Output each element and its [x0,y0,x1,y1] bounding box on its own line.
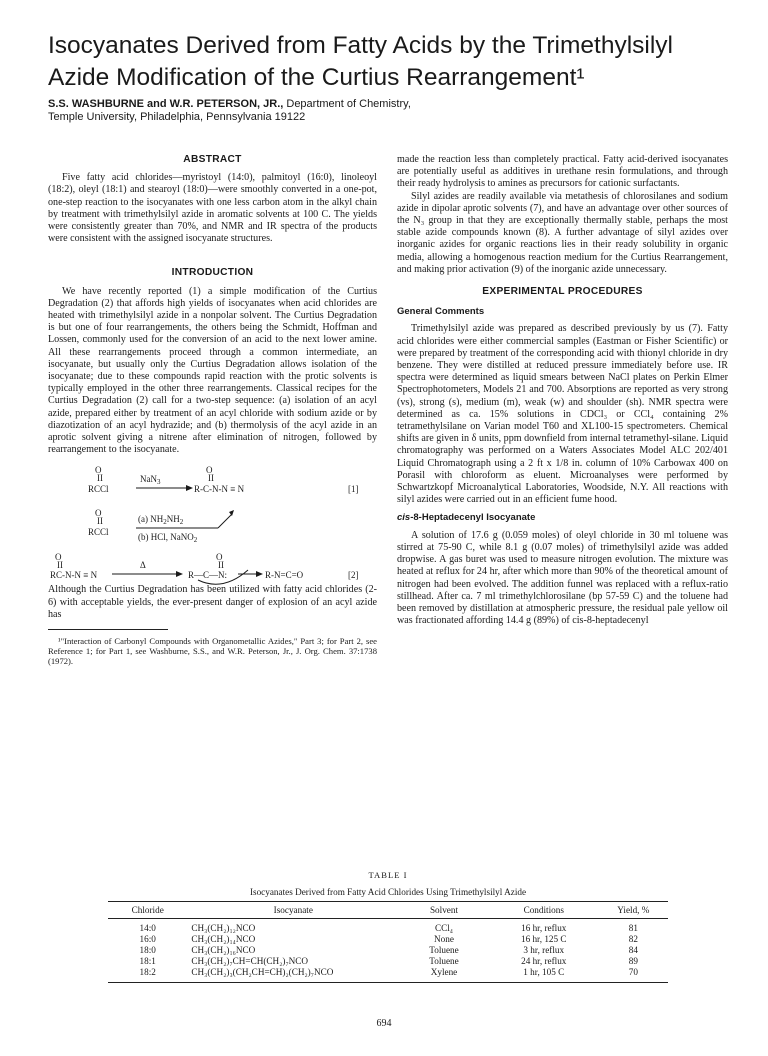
cell-conditions: 1 hr, 105 C [523,967,565,977]
svg-text:II: II [97,516,103,527]
table-label: TABLE I [368,870,408,880]
isocyanate-product-label: R-N=C=O [265,570,304,581]
table-row [108,956,668,967]
affiliation-line2: Temple University, Philadelphia, Pennsylvania 19122 [48,111,306,123]
author-block [48,98,728,124]
step-a-label: (a) $NH_2NH_2$ [138,514,184,527]
svg-text:O: O [95,508,102,519]
header-chloride: Chloride [108,902,187,919]
cell-isocyanate: CH₃(CH₂)₁₄NCO [191,934,256,944]
svg-text:II: II [208,473,214,484]
cell-isocyanate: CH₃(CH₂)₁₆NCO [191,945,256,955]
rccl-label-2: RCCl [88,527,109,538]
left-column [48,154,377,666]
equation-2-number: [2] [348,570,359,581]
reagent-nan3: NaN$_3$ [140,474,161,487]
table-row [108,967,668,983]
svg-text:II: II [218,560,224,571]
cell-chloride: 18:1 [139,956,156,966]
cis-heptadecenyl-heading [397,512,728,524]
cell-yield: 82 [628,934,638,944]
header-isocyanate: Isocyanate [187,902,399,919]
eq2-start-label: RC-N-N ≡ N [50,570,98,581]
author-names: S.S. WASHBURNE and W.R. PETERSON, JR., [48,98,284,110]
scheme-drawing [48,464,377,586]
table-header-row [108,902,668,919]
svg-text:O: O [95,465,102,476]
nitrene-label: R—C—N: [188,570,228,581]
cell-solvent: Toluene [429,956,459,966]
cis-heptadecenyl-text: A solution of 17.6 g (0.059 moles) of oleyl chloride in 30 ml toluene was stirred at 75-90 C, while 8.1 g (0.07 moles) of trimethylsilyl azide was added dropwise. A gas buret was used to measure nitrogen evolution. The mixture was heated at reflux for 24 hr, after which more than 90% of the theoretical amount of nitrogen had been evolved. The addition funnel was replaced with a reflux-ratio stillhead. After ca. 7 ml trimethylchlorosilane (bp 57-59 C) and the toluene had been removed by distillation at atmospheric pressure, the residual pale yellow oil was fractionated affording 14.4 g (89%) of cis-8-heptadecenyl [397,529,728,627]
table-1 [48,870,728,983]
cell-yield: 70 [628,967,638,977]
cell-solvent: None [434,934,454,944]
cell-solvent: Toluene [429,945,459,955]
right-column [397,154,728,627]
cell-conditions: 16 hr, 125 C [520,934,567,944]
header-conditions: Conditions [489,902,599,919]
header-solvent: Solvent [399,902,489,919]
cell-chloride: 16:0 [139,934,156,944]
cell-solvent: Xylene [430,967,458,977]
abstract-heading: ABSTRACT [183,154,242,165]
cell-chloride: 18:0 [139,945,156,955]
step-b-label: (b) HCl, NaNO$_2$ [138,532,198,545]
introduction-heading: INTRODUCTION [171,267,254,279]
table-row [108,945,668,956]
cell-solvent: CCl₄ [434,923,453,933]
intro-paragraph-2: Although the Curtius Degradation has been utilized with fatty acid chlorides (2-6) with acceptable yields, the ever-present danger of explosion of an acyl azide has [48,584,377,620]
cell-conditions: 24 hr, reflux [521,956,567,966]
reaction-scheme [48,456,377,581]
affiliation-line1: Department of Chemistry, [283,98,411,110]
svg-text:II: II [57,560,63,571]
general-comments-heading: General Comments [397,306,485,318]
delta-label: Δ [140,560,146,571]
cis-heading-italic: cis [397,512,411,524]
svg-text:O: O [55,552,62,563]
table-caption: Isocyanates Derived from Fatty Acid Chlorides Using Trimethylsilyl Azide [249,887,527,897]
right-paragraph-2: Silyl azides are readily available via metathesis of chlorosilanes and sodium azide in dipolar aprotic solvents (7), and have an advantage over other sources of the N₃ group in that they are exceptionally thermally stable, perhaps the most stable azide compounds known (8). A further advantage of silyl azides over inorganic azides for organic reactions lies in their ready solubility in organic media, allowing a homogenous reaction medium for the Curtius Rearrangement, and making prior activation (9) of the inorganic azide unnecessary. [397,190,728,275]
cell-chloride: 14:0 [139,923,156,933]
cell-chloride: 18:2 [139,967,156,977]
rccl-label-1: RCCl [88,484,109,495]
cell-conditions: 3 hr, reflux [523,945,565,955]
svg-text:II: II [97,473,103,484]
abstract-text: Five fatty acid chlorides—myristoyl (14:0), palmitoyl (16:0), linoleoyl (18:2), oleyl (18:1) and stearoyl (18:0)—were smoothly converted in a one-pot, one-step reaction to the isocyanates with one less carbon atom in the alkyl chain by treatment with trimethylsilyl azide in aromatic solvents at 100 C. The yields were consistently greater than 70%, and NMR and IR spectra of the products were consistent with the assigned isocyanate structures. [48,172,377,245]
cis-heading-rest: -8-Heptadecenyl Isocyanate [410,512,536,524]
footnote-rule [48,629,168,630]
isocyanate-table [108,901,668,983]
right-paragraph-1: made the reaction less than completely practical. Fatty acid-derived isocyanates are potentially useful as additives in urethane resin formulations, and through their ready hydrolysis to amines as precursors for cationic surfactants. [397,154,728,190]
cell-isocyanate: CH₃(CH₂)₇CH=CH(CH₂)₇NCO [191,956,309,966]
general-comments-text: Trimethylsilyl azide was prepared as described previously by us (7). Fatty acid chlorides were either commercial samples (Eastman or Fisher Scientific) or were prepared by treatment of the corresponding acid with thionyl chloride in dry benzene. They were distilled at reduced pressure immediately before use. IR spectra were determined as liquid smears between NaCl plates on Perkin Elmer Spectrophotometers, Models 21 and 700. Absorptions are reported as very strong (vs), strong (s), medium (m), weak (w) and shoulder (sh). NMR spectra were determined as ca. 15% solutions in CDCl₃ or CCl₄ containing 2% tetramethylsilane on Varian model T60 and XL100-15 spectrometers. Chemical shifts are given in δ units, ppm downfield from internal tetramethyl-silane. Liquid chromatography was performed on a Waters Associates Model ALC 202/401 Liquid Chromatograph using a 2 ft x 1/8 in. column of 10% Carbowax 400 on Porasil with chloroform as eluent. Microanalyses were performed by Schwartzkopf Microanalytical Laboratories, Woodside, N.Y. All reactions with silyl azides were carried out in an efficient fume hood. [397,323,728,506]
acyl-azide-label: R-C-N-N ≡ N [194,484,245,495]
svg-text:O: O [206,465,213,476]
cell-yield: 84 [628,945,638,955]
table-row [108,934,668,945]
cell-conditions: 16 hr, reflux [521,923,567,933]
page-number: 694 [376,1018,392,1029]
equation-1-number: [1] [348,484,359,495]
experimental-heading: EXPERIMENTAL PROCEDURES [482,286,643,298]
cell-yield: 89 [628,956,638,966]
svg-text:O: O [216,552,223,563]
intro-paragraph-1: We have recently reported (1) a simple modification of the Curtius Degradation (2) that affords high yields of isocyanates when acid chlorides are heated with trimethylsilyl azide in a nonpolar solvent. The Curtius Degradation is but one of four rearrangements, the others being the Schmidt, Hoffman and Lossen, commonly used for the conversion of an acid to the next lower amine. All these rearrangements proceed through a common intermediate, an isocyanate, but usually only the Curtius Degradation allows isolation of the isocyanate; due to these compounds rapid reaction with the protic solvents is typically employed in the other three rearrangements. Classical recipes for the Curtius Degradation (2) call for a two-step sequence: (a) isolation of an acyl azide, prepared either by treatment of an acyl chloride with sodium azide or by diazotization of an acyl hydrazide; and (b) thermolysis of the acyl azide in an aprotic solvent giving a nitrene after elimination of nitrogen, followed by rearrangement to the isocyanate. [48,285,377,456]
page-title: Isocyanates Derived from Fatty Acids by the Trimethylsilyl Azide Modification of the Curtius Rearrangement¹ [48,32,673,91]
table-row [108,919,668,935]
cell-yield: 81 [628,923,638,933]
cell-isocyanate: CH₃(CH₂)₁₂NCO [191,923,256,933]
cell-isocyanate: CH₃(CH₂)₃(CH₂CH=CH)₂(CH₂)₇NCO [191,967,334,977]
header-yield: Yield, % [599,902,668,919]
footnote: ¹"Interaction of Carbonyl Compounds with Organometallic Azides," Part 3; for Part 2, see Reference 1; for Part 1, see Washburne, S.S., and W.R. Peterson, Jr., J. Org. Chem. 37:1738 (1972). [48,636,377,667]
